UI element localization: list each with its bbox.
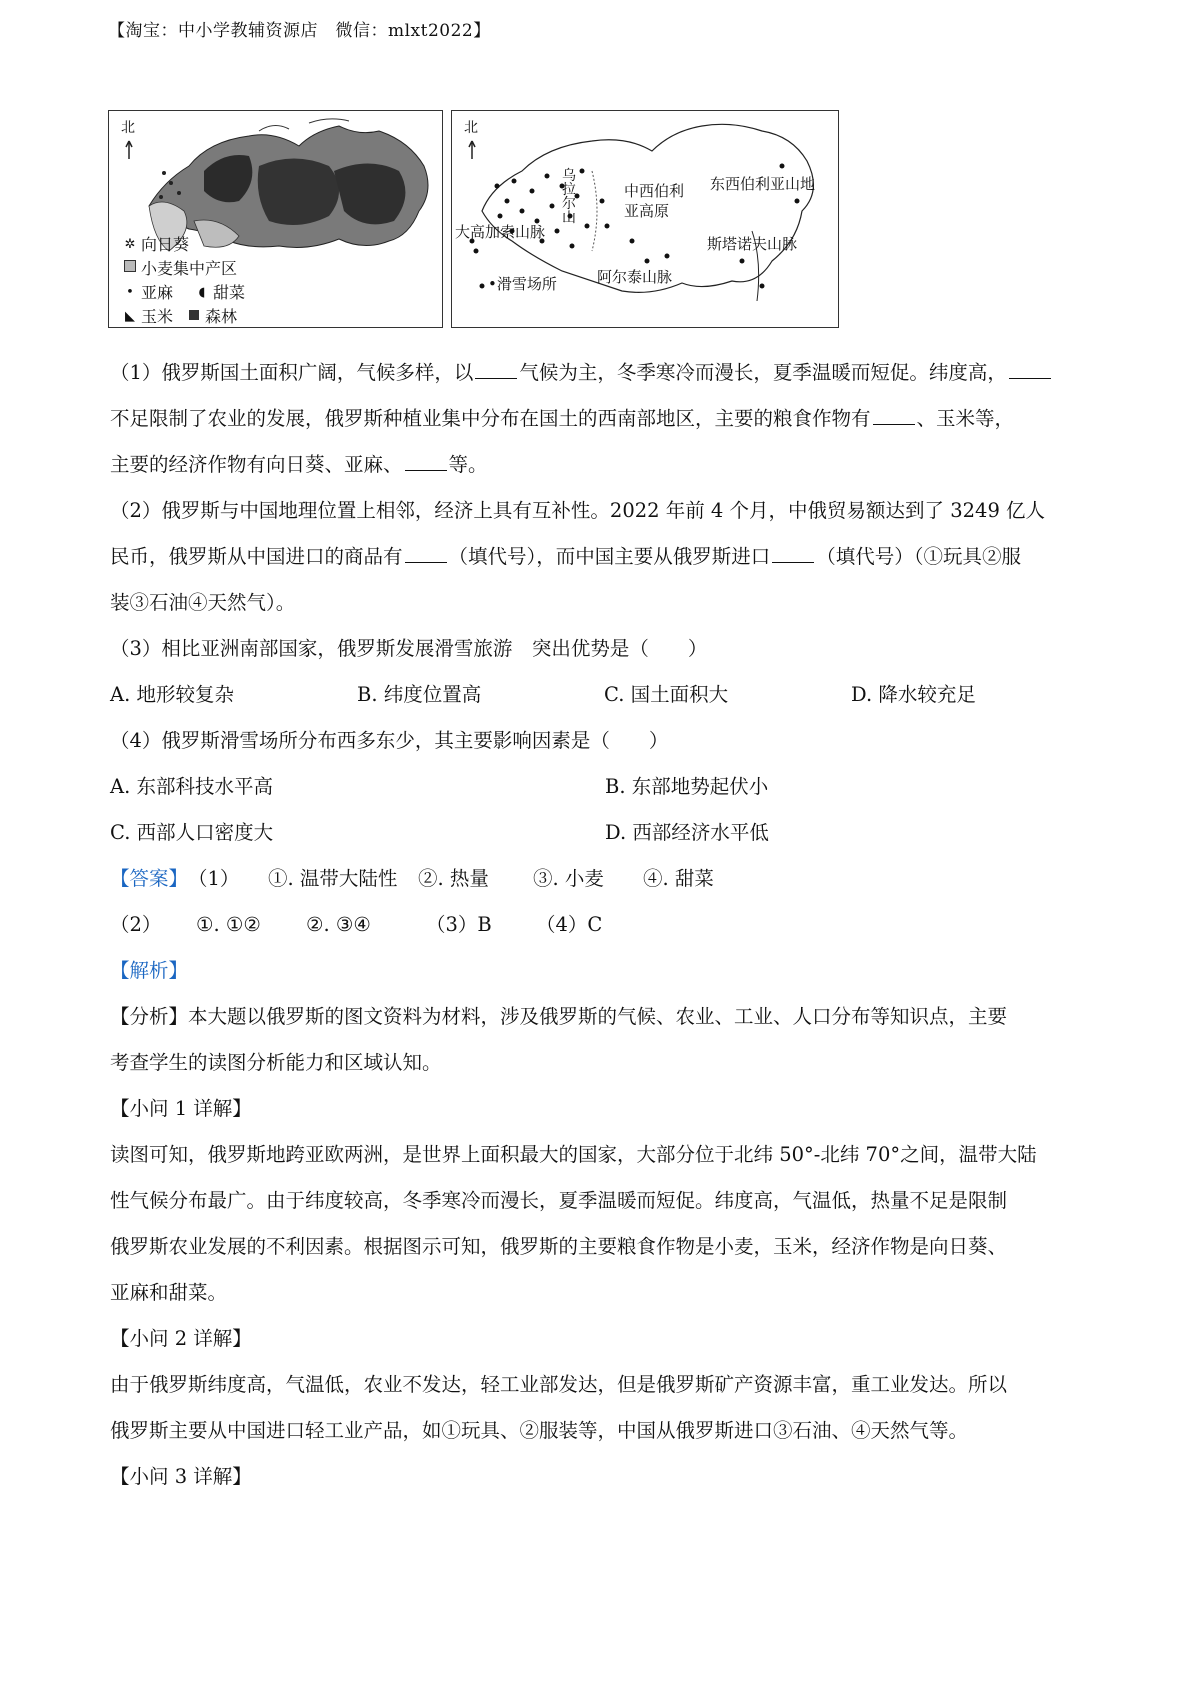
sub1-line: 俄罗斯农业发展的不利因素。根据图示可知，俄罗斯的主要粮食作物是小麦，玉米，经济作物是向日葵、 [110, 1235, 1008, 1258]
north-arrow-label: 北 [121, 120, 135, 136]
q4-options-row2 [110, 810, 1100, 856]
legend-label: 甜菜 [213, 283, 246, 302]
q3-option-c: C. 国土面积大 [604, 683, 729, 706]
answer-blank [772, 544, 814, 563]
sub1-line: 亚麻和甜菜。 [110, 1281, 228, 1304]
wheat-area-icon [123, 257, 137, 281]
legend-label: 玉米 [141, 307, 174, 326]
north-arrow-label: 北 [464, 120, 478, 136]
fenxi-line2: 考查学生的读图分析能力和区域认知。 [110, 1051, 442, 1074]
text: 本大题以俄罗斯的图文资料为材料，涉及俄罗斯的气候、农业、工业、人口分布等知识点，主要 [188, 1005, 1008, 1028]
legend-item [123, 281, 245, 305]
answer-item: ①. 温带大陆性 [268, 867, 398, 890]
text: 民币，俄罗斯从中国进口的商品有 [110, 545, 403, 568]
beet-icon: ◖ [198, 285, 206, 300]
sub2-title: 【小问 2 详解】 [110, 1327, 252, 1350]
question-content [110, 350, 1100, 1500]
sub2-line: 俄罗斯主要从中国进口轻工业产品，如①玩具、②服装等，中国从俄罗斯进口③石油、④天然气等。 [110, 1419, 969, 1442]
answer-item: （2） [110, 913, 162, 936]
fenxi-label: 【分析】 [110, 1005, 189, 1028]
altai-label: 阿尔泰山脉 [597, 268, 673, 286]
q1-line1 [110, 350, 1100, 396]
sub1-title: 【小问 1 详解】 [110, 1097, 252, 1120]
q4-option-d: D. 西部经济水平低 [605, 821, 769, 844]
answer-row-1 [110, 856, 1100, 902]
q4-option-b: B. 东部地势起伏小 [605, 775, 769, 798]
q2-line3: 装③石油④天然气）。 [110, 591, 296, 614]
answer-item: （1） [188, 867, 240, 890]
answer-label: 【答案】 [110, 867, 189, 890]
map-legend [123, 233, 245, 328]
text: 、玉米等， [916, 407, 1015, 430]
sub3-title: 【小问 3 详解】 [110, 1465, 252, 1488]
legend-label: 亚麻 [141, 283, 174, 302]
q3-option-a: A. 地形较复杂 [110, 683, 234, 706]
text: （填代号），而中国主要从俄罗斯进口 [448, 545, 771, 568]
answer-item: ④. 甜菜 [643, 867, 714, 890]
caucasus-label: 大高加索山脉 [455, 223, 546, 241]
analysis-label: 【解析】 [110, 959, 189, 982]
answer-blank [475, 360, 517, 379]
text: 等。 [448, 453, 488, 476]
sunflower-icon: ✲ [124, 237, 136, 252]
central-siberia-label: 中西伯利亚高原 [624, 182, 685, 220]
fenxi-line1 [110, 994, 1100, 1040]
text: （1）俄罗斯国土面积广阔，气候多样，以 [110, 361, 474, 384]
q3-option-d: D. 降水较充足 [851, 683, 976, 706]
ski-resort-icon: • [488, 275, 497, 293]
text: 主要的经济作物有向日葵、亚麻、 [110, 453, 403, 476]
answer-item: ②. ③④ [306, 913, 371, 936]
ski-legend [488, 273, 557, 294]
page-header: 【淘宝：中小学教辅资源店 微信：mlxt2022】 [108, 21, 491, 41]
answer-item: （3）B [426, 913, 492, 936]
answer-item: ③. 小麦 [533, 867, 604, 890]
terrain-map [451, 110, 839, 328]
answer-blank [405, 452, 447, 471]
q4-option-c: C. 西部人口密度大 [110, 821, 274, 844]
stanovoy-label: 斯塔诺夫山脉 [707, 235, 798, 253]
agriculture-map [108, 110, 443, 328]
sub1-line: 读图可知，俄罗斯地跨亚欧两洲，是世界上面积最大的国家，大部分位于北纬 50°-北纬 70°之间，温带大陆 [110, 1143, 1037, 1166]
map-figure [108, 110, 838, 328]
ski-legend-label: 滑雪场所 [496, 275, 557, 293]
text: 不足限制了农业的发展，俄罗斯种植业集中分布在国土的西南部地区，主要的粮食作物有 [110, 407, 871, 430]
east-siberia-label: 东西伯利亚山地 [710, 175, 816, 193]
legend-label: 向日葵 [141, 235, 190, 254]
q3-stem: （3）相比亚洲南部国家，俄罗斯发展滑雪旅游 突出优势是（ ） [110, 637, 708, 660]
text: 气候为主，冬季寒冷而漫长，夏季温暖而短促。纬度高， [519, 361, 1007, 384]
ural-label: 乌拉尔山 [562, 168, 576, 226]
answer-blank [1009, 360, 1051, 379]
q4-stem: （4）俄罗斯滑雪场所分布西多东少，其主要影响因素是（ ） [110, 729, 669, 752]
legend-item [123, 305, 245, 328]
q4-option-a: A. 东部科技水平高 [110, 775, 273, 798]
q2-line1: （2）俄罗斯与中国地理位置上相邻，经济上具有互补性。2022 年前 4 个月，中俄贸易额达到了 3249 亿人 [110, 499, 1046, 522]
q3-option-b: B. 纬度位置高 [357, 683, 482, 706]
q2-line2 [110, 534, 1100, 580]
answer-row-2 [110, 902, 1100, 948]
q3-options [110, 672, 1100, 718]
answer-item: ②. 热量 [418, 867, 489, 890]
corn-icon: ◣ [125, 309, 135, 324]
answer-item: （4）C [536, 913, 603, 936]
legend-label: 小麦集中产区 [141, 259, 238, 278]
forest-icon [187, 305, 201, 328]
legend-item [123, 257, 245, 281]
q1-line3 [110, 442, 1100, 488]
answer-item: ①. ①② [196, 913, 261, 936]
sub2-line: 由于俄罗斯纬度高，气温低，农业不发达，轻工业部发达，但是俄罗斯矿产资源丰富，重工业发达。所以 [110, 1373, 1008, 1396]
q4-options-row1 [110, 764, 1100, 810]
text: （填代号）（①玩具②服 [816, 545, 1022, 568]
answer-blank [405, 544, 447, 563]
sub1-line: 性气候分布最广。由于纬度较高，冬季寒冷而漫长，夏季温暖而短促。纬度高，气温低，热量不足是限制 [110, 1189, 1008, 1212]
flax-icon: • [126, 285, 134, 300]
legend-label: 森林 [205, 307, 238, 326]
answer-blank [873, 406, 915, 425]
legend-item [123, 233, 245, 257]
q1-line2 [110, 396, 1100, 442]
